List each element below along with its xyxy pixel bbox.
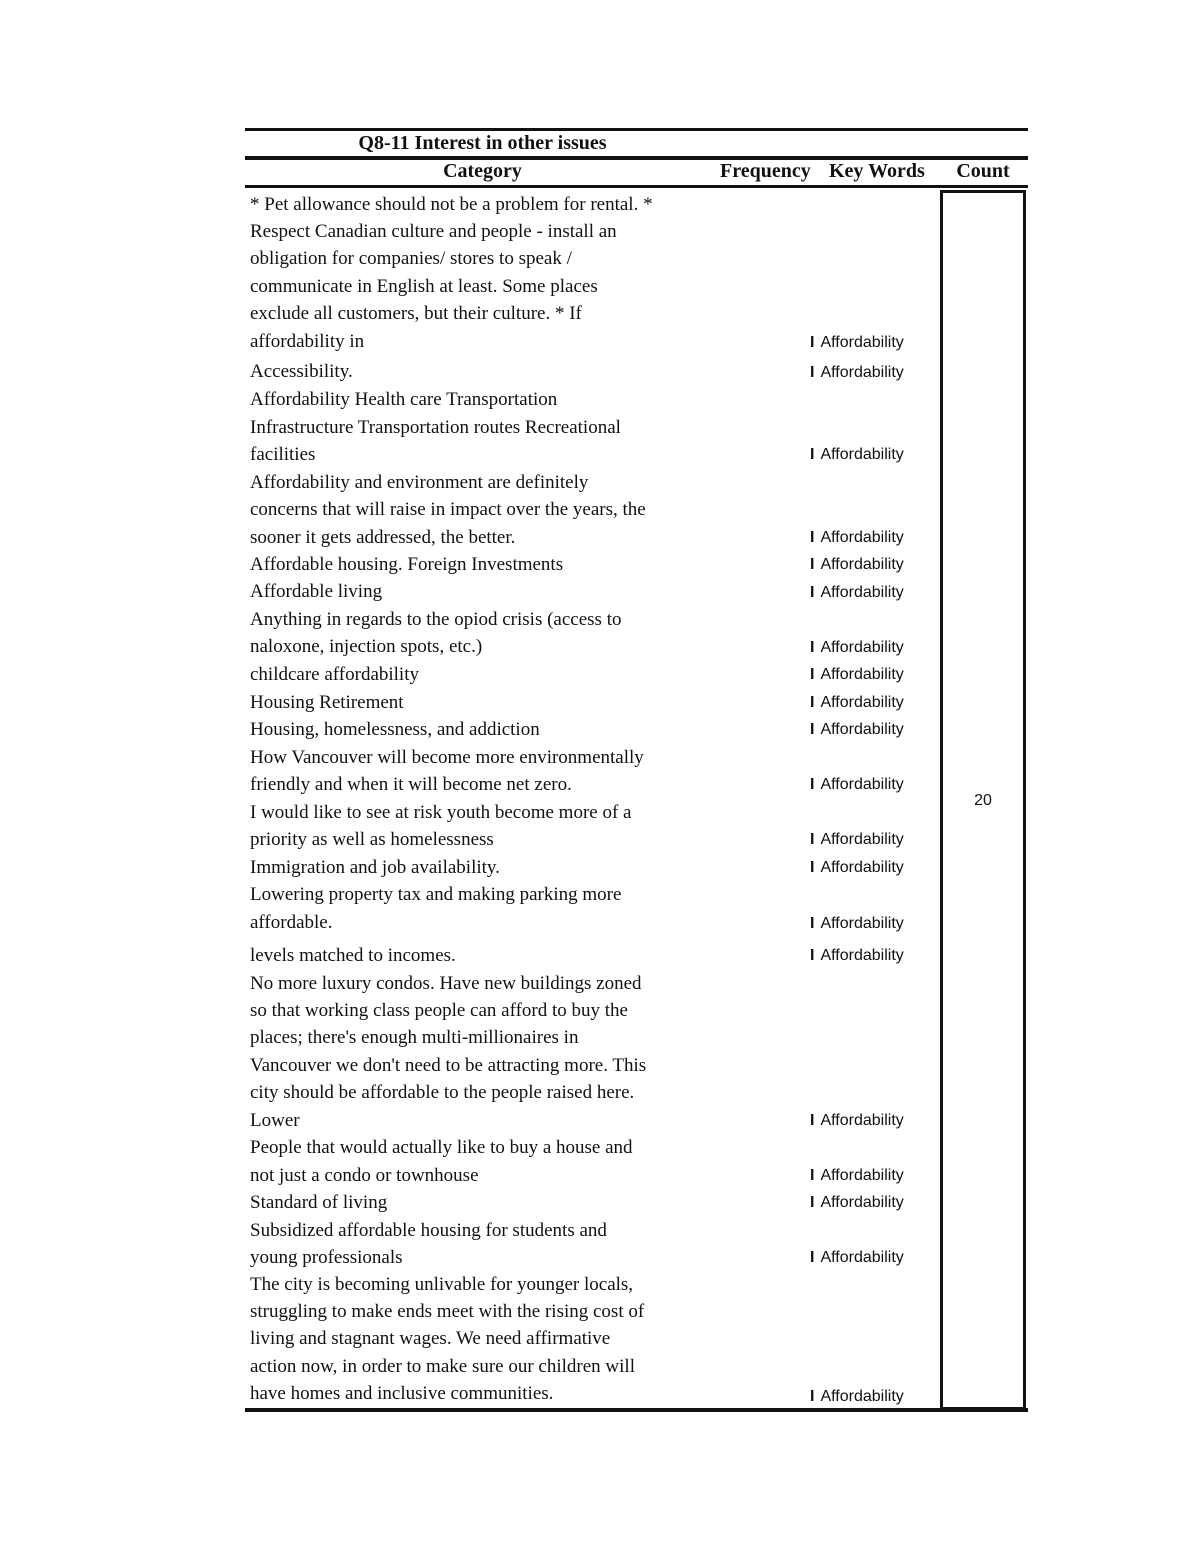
keyword-label: Affordability (820, 334, 904, 351)
category-text-line: so that working class people can afford to buy the (250, 1000, 628, 1021)
category-text-line: Lowering property tax and making parking more (250, 884, 622, 905)
frequency-mark: I (810, 1249, 815, 1266)
keyword-label: Affordability (820, 529, 904, 546)
frequency-mark: I (810, 915, 815, 932)
keyword-label: Affordability (820, 947, 904, 964)
bottom-rule (245, 1408, 1028, 1412)
frequency-mark: I (810, 776, 815, 793)
top-rule (245, 128, 1028, 131)
category-text-line: affordability in (250, 331, 365, 352)
frequency-mark: I (810, 721, 815, 738)
category-text-line: I would like to see at risk youth become more of a (250, 802, 632, 823)
category-text-line: Affordable housing. Foreign Investments (250, 554, 564, 575)
category-text-line: struggling to make ends meet with the rising cost of (250, 1301, 645, 1322)
keyword-label: Affordability (820, 364, 904, 381)
category-text-line: places; there's enough multi-millionaires in (250, 1027, 579, 1048)
keyword-label: Affordability (820, 721, 904, 738)
keyword-label: Affordability (820, 694, 904, 711)
category-text-line: Anything in regards to the opiod crisis (access to (250, 609, 622, 630)
keyword-label: Affordability (820, 1167, 904, 1184)
keyword-label: Affordability (820, 1194, 904, 1211)
keyword-entry (810, 1388, 904, 1406)
keyword-entry (810, 721, 904, 739)
keyword-label: Affordability (820, 776, 904, 793)
count-value: 20 (974, 792, 992, 809)
category-text-line: No more luxury condos. Have new buildings zoned (250, 973, 642, 994)
keyword-entry (810, 831, 904, 849)
category-text-line: childcare affordability (250, 664, 419, 685)
frequency-mark: I (810, 1388, 815, 1405)
frequency-mark: I (810, 666, 815, 683)
frequency-mark: I (810, 1194, 815, 1211)
frequency-mark: I (810, 334, 815, 351)
category-text-line: priority as well as homelessness (250, 829, 494, 850)
header-key-words: Key Words (829, 160, 925, 182)
keyword-entry (810, 947, 904, 965)
keyword-entry (810, 776, 904, 794)
category-text-line: Lower (250, 1110, 300, 1131)
keyword-entry (810, 1167, 904, 1185)
category-text-line: not just a condo or townhouse (250, 1165, 479, 1186)
category-text-line: Housing Retirement (250, 692, 404, 713)
frequency-mark: I (810, 529, 815, 546)
category-text-line: obligation for companies/ stores to speak / (250, 248, 572, 269)
keyword-entry (810, 694, 904, 712)
category-text-line: Affordable living (250, 581, 383, 602)
keyword-label: Affordability (820, 666, 904, 683)
category-text-line: young professionals (250, 1247, 403, 1268)
keyword-entry (810, 859, 904, 877)
keyword-label: Affordability (820, 446, 904, 463)
category-text-line: concerns that will raise in impact over the years, the (250, 499, 646, 520)
frequency-mark: I (810, 584, 815, 601)
category-text-line: friendly and when it will become net zero. (250, 774, 572, 795)
keyword-entry (810, 1194, 904, 1212)
category-text-line: have homes and inclusive communities. (250, 1383, 554, 1404)
category-text-line: sooner it gets addressed, the better. (250, 527, 516, 548)
header-count: Count (956, 160, 1010, 182)
keyword-label: Affordability (820, 1388, 904, 1405)
keyword-entry (810, 334, 904, 352)
category-text-line: Affordability Health care Transportation (250, 389, 558, 410)
category-text-line: Accessibility. (250, 361, 353, 382)
category-text-line: city should be affordable to the people raised here. (250, 1082, 635, 1103)
category-text-line: The city is becoming unlivable for younger locals, (250, 1274, 634, 1295)
category-text-line: facilities (250, 444, 316, 465)
frequency-mark: I (810, 831, 815, 848)
category-text-line: Immigration and job availability. (250, 857, 500, 878)
category-text-line: communicate in English at least. Some places (250, 276, 598, 297)
keyword-entry (810, 529, 904, 547)
keyword-label: Affordability (820, 915, 904, 932)
keyword-label: Affordability (820, 584, 904, 601)
frequency-mark: I (810, 947, 815, 964)
keyword-label: Affordability (820, 1112, 904, 1129)
category-text-line: Infrastructure Transportation routes Recreational (250, 417, 621, 438)
keyword-label: Affordability (820, 1249, 904, 1266)
keyword-entry (810, 1249, 904, 1267)
category-text-line: levels matched to incomes. (250, 945, 456, 966)
category-text-line: Affordability and environment are definitely (250, 472, 589, 493)
keyword-label: Affordability (820, 639, 904, 656)
frequency-mark: I (810, 639, 815, 656)
keyword-label: Affordability (820, 859, 904, 876)
category-text-line: exclude all customers, but their culture. * If (250, 303, 582, 324)
category-text-line: Subsidized affordable housing for students and (250, 1220, 607, 1241)
frequency-mark: I (810, 1112, 815, 1129)
header-category: Category (443, 160, 522, 182)
header-rule-bottom (245, 185, 1028, 188)
category-text-line: People that would actually like to buy a house and (250, 1137, 633, 1158)
frequency-mark: I (810, 364, 815, 381)
keyword-label: Affordability (820, 556, 904, 573)
keyword-entry (810, 915, 904, 933)
category-text-line: naloxone, injection spots, etc.) (250, 636, 483, 657)
category-text-line: living and stagnant wages. We need affirmative (250, 1328, 611, 1349)
frequency-mark: I (810, 694, 815, 711)
category-text-line: Respect Canadian culture and people - install an (250, 221, 617, 242)
category-text-line: How Vancouver will become more environmentally (250, 747, 644, 768)
frequency-mark: I (810, 556, 815, 573)
category-text-line: affordable. (250, 912, 333, 933)
frequency-mark: I (810, 446, 815, 463)
category-text-line: Vancouver we don't need to be attracting more. This (250, 1055, 647, 1076)
category-text-line: Standard of living (250, 1192, 388, 1213)
keyword-entry (810, 666, 904, 684)
category-text-line: Housing, homelessness, and addiction (250, 719, 540, 740)
keyword-entry (810, 639, 904, 657)
keyword-entry (810, 364, 904, 382)
keyword-entry (810, 1112, 904, 1130)
keyword-entry (810, 584, 904, 602)
frequency-mark: I (810, 1167, 815, 1184)
keyword-entry (810, 446, 904, 464)
table-title: Q8-11 Interest in other issues (358, 132, 607, 154)
category-text-line: * Pet allowance should not be a problem for rental. * (250, 194, 653, 215)
header-frequency: Frequency (720, 160, 811, 182)
category-text-line: action now, in order to make sure our children will (250, 1356, 635, 1377)
frequency-mark: I (810, 859, 815, 876)
keyword-label: Affordability (820, 831, 904, 848)
keyword-entry (810, 556, 904, 574)
